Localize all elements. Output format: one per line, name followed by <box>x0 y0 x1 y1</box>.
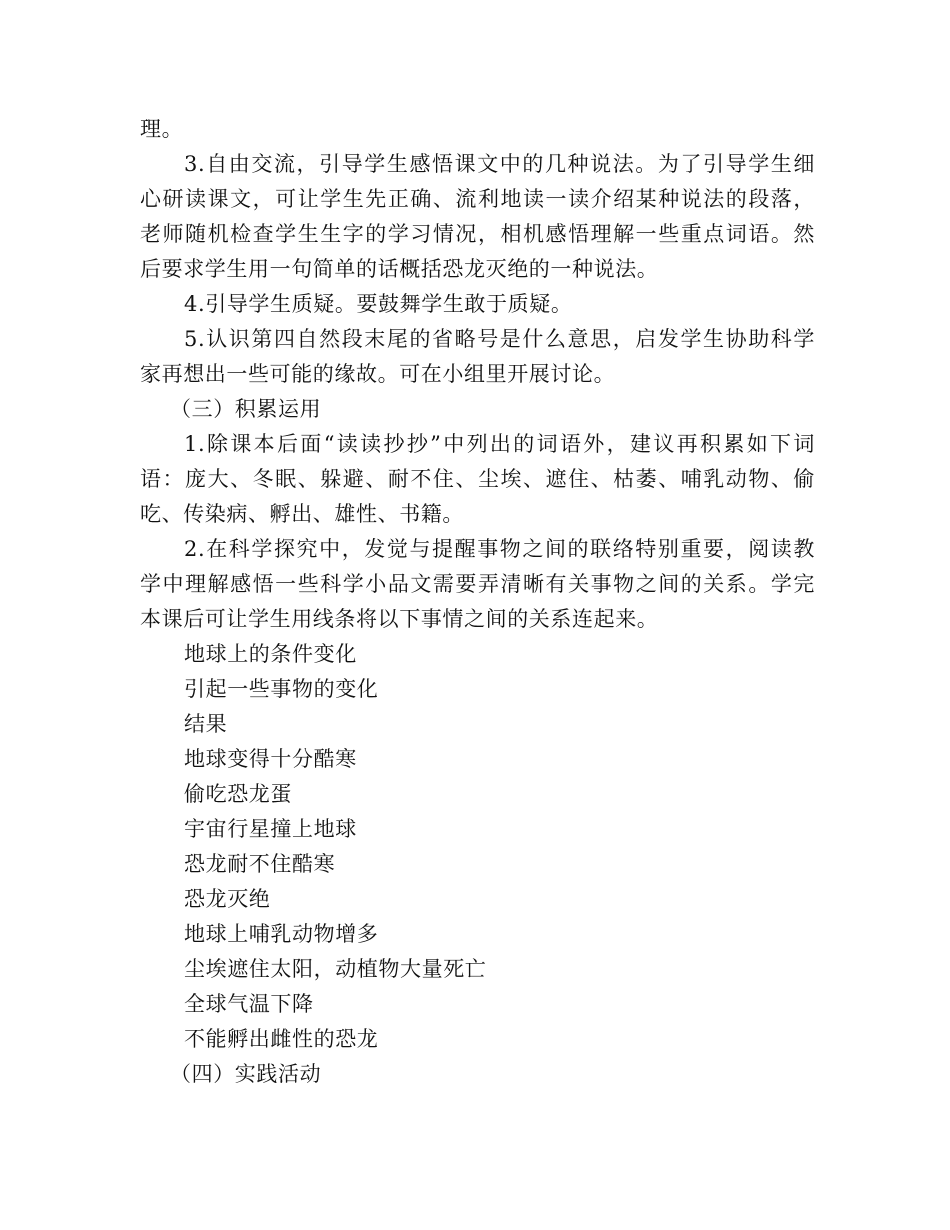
text-line: 2.在科学探究中，发觉与提醒事物之间的联络特别重要，阅读教 <box>184 537 815 561</box>
text-line: 3.自由交流，引导学生感悟课文中的几种说法。为了引导学生细 <box>184 152 815 176</box>
text-line: 心研读课文，可让学生先正确、流利地读一读介绍某种说法的段落， <box>140 187 815 211</box>
text-line: 尘埃遮住太阳，动植物大量死亡 <box>184 957 487 981</box>
text-line: （三）积累运用 <box>170 397 322 421</box>
text-line: 后要求学生用一句简单的话概括恐龙灭绝的一种说法。 <box>140 257 659 281</box>
text-line: 地球上哺乳动物增多 <box>184 922 379 946</box>
text-line: 语：庞大、冬眠、躲避、耐不住、尘埃、遮住、枯萎、哺乳动物、偷 <box>140 467 815 491</box>
text-line: 不能孵出雌性的恐龙 <box>184 1027 379 1051</box>
text-line: （四）实践活动 <box>170 1062 322 1086</box>
text-line: 4.引导学生质疑。要鼓舞学生敢于质疑。 <box>184 292 573 316</box>
text-line: 结果 <box>184 712 228 736</box>
text-line: 地球上的条件变化 <box>184 642 357 666</box>
text-line: 偷吃恐龙蛋 <box>184 782 292 806</box>
text-line: 恐龙耐不住酷寒 <box>184 852 336 876</box>
text-line: 恐龙灭绝 <box>184 887 271 911</box>
text-line: 吃、传染病、孵出、雄性、书籍。 <box>140 502 464 526</box>
text-line: 老师随机检查学生生字的学习情况，相机感悟理解一些重点词语。然 <box>140 222 815 246</box>
text-line: 学中理解感悟一些科学小品文需要弄清晰有关事物之间的关系。学完 <box>140 572 815 596</box>
text-line: 本课后可让学生用线条将以下事情之间的关系连起来。 <box>140 607 659 631</box>
text-line: 家再想出一些可能的缘故。可在小组里开展讨论。 <box>140 362 616 386</box>
text-line: 宇宙行星撞上地球 <box>184 817 357 841</box>
text-line: 理。 <box>140 117 184 141</box>
text-line: 1.除课本后面“读读抄抄”中列出的词语外，建议再积累如下词 <box>184 432 815 456</box>
text-line: 5.认识第四自然段末尾的省略号是什么意思，启发学生协助科学 <box>184 327 815 351</box>
text-line: 全球气温下降 <box>184 992 314 1016</box>
text-line: 引起一些事物的变化 <box>184 677 379 701</box>
text-line: 地球变得十分酷寒 <box>184 747 357 771</box>
document-page <box>140 112 815 1092</box>
